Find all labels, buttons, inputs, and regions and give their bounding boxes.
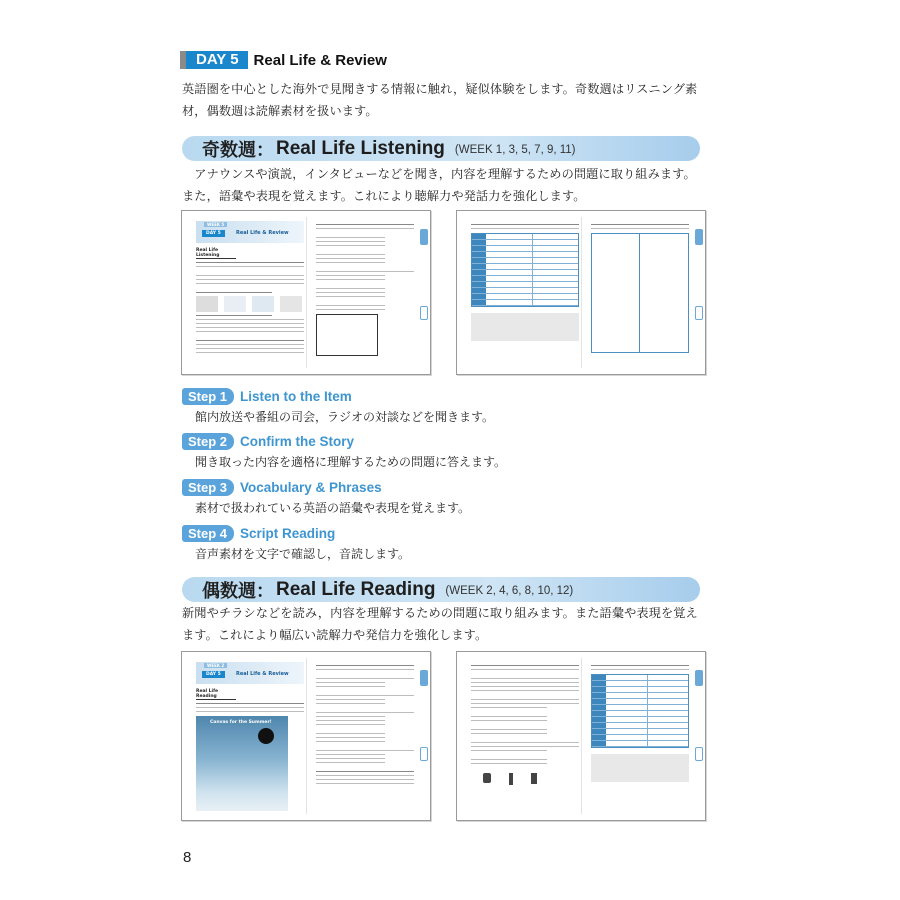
thumb-left-page	[471, 662, 579, 808]
reading-weeks: (WEEK 2, 4, 6, 8, 10, 12)	[445, 585, 574, 597]
step-1-title: Listen to the Item	[240, 389, 352, 404]
page-tab-white	[695, 306, 703, 320]
listening-heading	[182, 136, 700, 161]
step-1-description: 館内放送や番組の司会，ラジオの対談などを聞きます。	[195, 410, 495, 424]
step-4-badge: Step 4	[182, 525, 234, 542]
reading-heading-en: Real Life Reading	[276, 578, 436, 600]
thumb-left-page	[471, 221, 579, 362]
day-badge: DAY 5	[186, 51, 248, 69]
page-tab-blue	[420, 229, 428, 245]
intro-paragraph: 英語圏を中心とした海外で見聞きする情報に触れ，疑似体験をします。奇数週はリスニング素材，偶数週は読解素材を扱います。	[182, 82, 698, 118]
mini-week-banner: WEEK 5 DAY 5 Real Life & Review	[196, 221, 304, 243]
mini-week-banner: WEEK 2 DAY 5 Real Life & Review	[196, 662, 304, 684]
reading-heading-jp: 偶数週：	[202, 580, 274, 602]
reading-spread-thumbnail-2	[456, 651, 706, 821]
thumb-left-page: WEEK 5 DAY 5 Real Life & Review Real Life Listening	[196, 221, 304, 362]
page-number: 8	[183, 849, 192, 866]
page-tab-white	[420, 747, 428, 761]
listening-weeks: (WEEK 1, 3, 5, 7, 9, 11)	[454, 144, 576, 156]
thumb-right-page	[316, 221, 414, 362]
page-tab-blue	[695, 229, 703, 245]
did-you-know-box	[471, 313, 579, 341]
page-tab-blue	[420, 670, 428, 686]
thumb-right-page	[316, 662, 414, 808]
listening-heading-en: Real Life Listening	[276, 137, 445, 159]
step-2-badge: Step 2	[182, 433, 234, 450]
reading-spread-thumbnail-1	[181, 651, 431, 821]
step-3	[182, 479, 470, 516]
step-1	[182, 388, 494, 425]
thumb-left-page: WEEK 2 DAY 5 Real Life & Review Real Life Reading Canvas for the Summer!	[196, 662, 304, 808]
listening-spread-thumbnail-1	[181, 210, 431, 375]
page-tab-blue	[695, 670, 703, 686]
step-3-description: 素材で扱われている英語の語彙や表現を覚えます。	[195, 501, 471, 515]
step-2-description: 聞き取った内容を適格に理解するための問題に答えます。	[195, 455, 507, 469]
page-tab-white	[695, 747, 703, 761]
step-2	[182, 433, 506, 470]
listening-spread-thumbnail-2	[456, 210, 706, 375]
page-tab-white	[420, 306, 428, 320]
mini-vocab-table	[591, 674, 689, 748]
mini-vocab-table	[471, 233, 579, 307]
listening-heading-jp: 奇数週：	[202, 139, 274, 161]
day-header	[180, 51, 387, 69]
step-3-badge: Step 3	[182, 479, 234, 496]
step-1-badge: Step 1	[182, 388, 234, 405]
did-you-know-box	[591, 754, 689, 782]
step-4	[182, 525, 410, 562]
step-2-title: Confirm the Story	[240, 434, 355, 449]
step-4-title: Script Reading	[240, 526, 336, 541]
thumb-right-page	[591, 662, 689, 808]
day-title: Real Life & Review	[253, 51, 387, 69]
reading-heading	[182, 577, 700, 602]
thumb-right-page	[591, 221, 689, 362]
reading-description: 新聞やチラシなどを読み，内容を理解するための問題に取り組みます。また語彙や表現を覚えます。これにより幅広い読解力や発信力を強化します。	[182, 606, 698, 642]
poster-sun-graphic	[258, 728, 274, 744]
summer-poster-image: Canvas for the Summer!	[196, 716, 288, 811]
mini-script-table	[591, 233, 689, 353]
step-4-description: 音声素材を文字で確認し，音読します。	[195, 547, 411, 561]
listening-description: アナウンスや演説，インタビューなどを聞き，内容を理解するための問題に取り組みます。また，語彙や表現を覚えます。これにより聴解力や発話力を強化します。	[182, 167, 696, 203]
step-3-title: Vocabulary & Phrases	[240, 480, 382, 495]
signs-icons-box	[316, 314, 378, 356]
